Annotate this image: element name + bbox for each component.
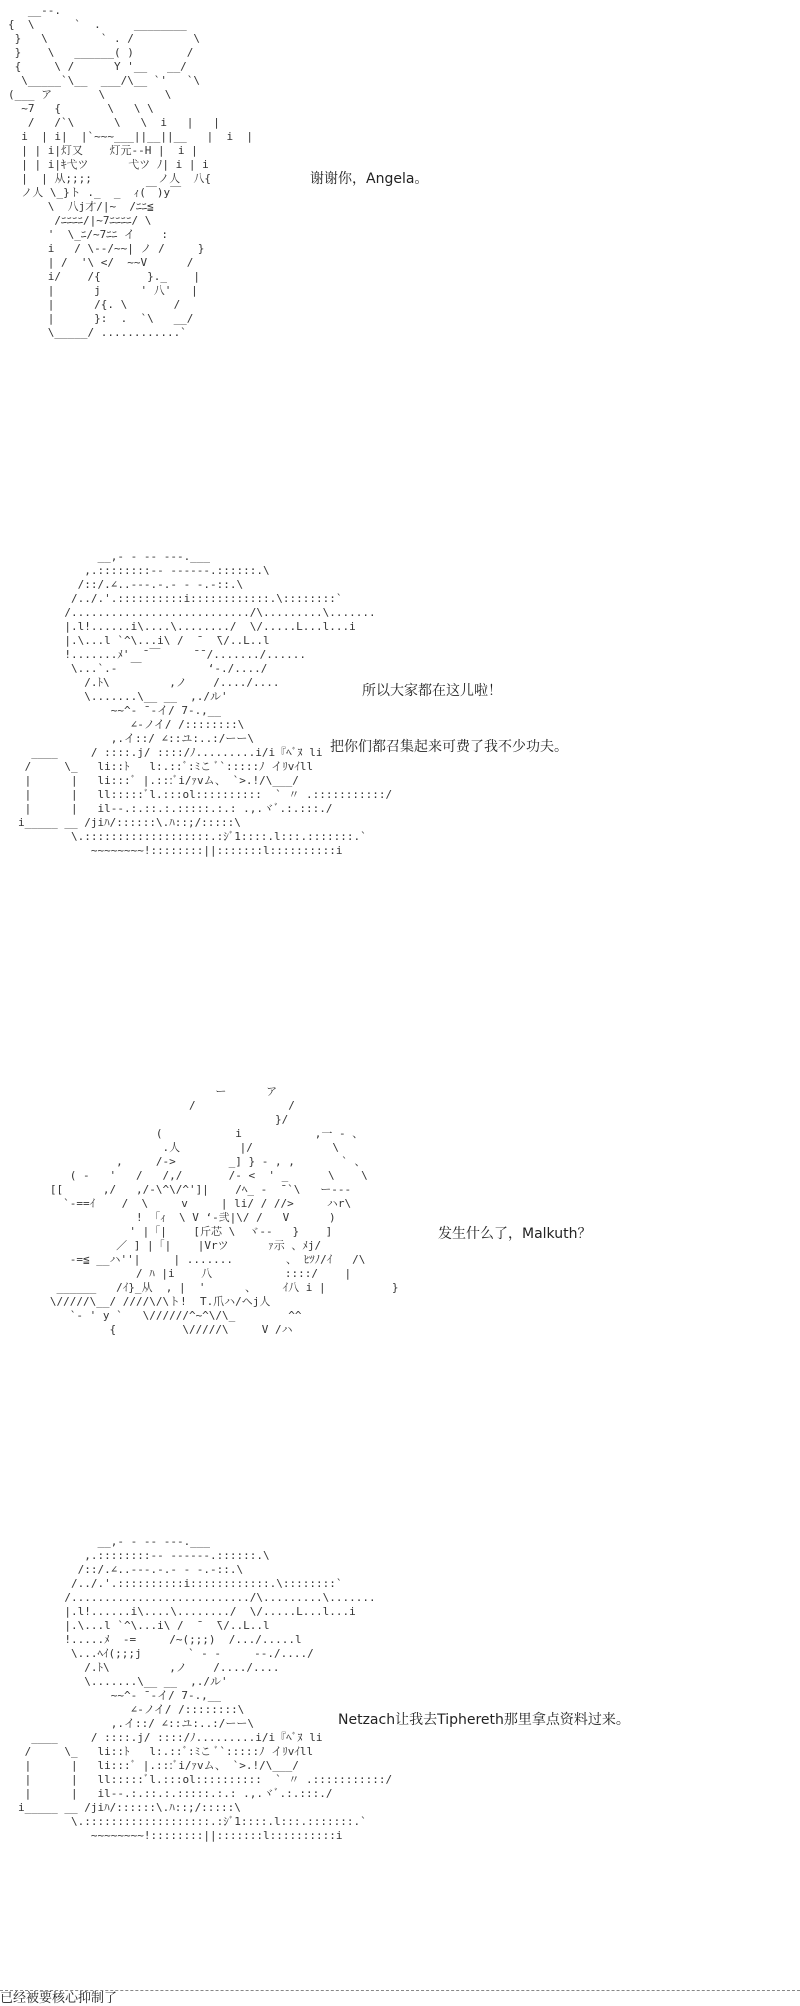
dialogue-line: 所以大家都在这儿啦！ <box>362 683 502 699</box>
ascii-art-character-bow: __--. { \ ` . ________ } \ ` . / \ } \ ______( ) / { \ / Y '__ __/ \_____`\__ ___/\__ `' `\ (___ ア \ \ ~7 { \ \ \ / /`\ \ \ i | | i | i| |`~~~___||__||__ | i | | | i|灯又 灯元--H | i | | | i|ｷ弋ツ 弋ツ ﾉ| i | i | | 从;;;; ノ人 八{ ノ人 \_}ト ._ _ ｨ(￣)y￣ \ 八j才/|~ /ﾆﾆ≦ /ﾆﾆﾆﾆ/|~7ﾆﾆﾆﾆ/ \ ' \_ﾆ/~7ﾆﾆ イ : i / \-‐/~~| ノ / } | / '\ </ ~~V / i/ /{ }._ | | j ' 八' | | /{. \ / | }: . `\ __/ \_____/ ............` <box>8 4 254 339</box>
dialogue-line: 谢谢你，Angela。 <box>310 171 429 187</box>
footer-text: 已经被要核心抑制了 <box>0 1991 118 2006</box>
dialogue-line: 发生什么了，Malkuth？ <box>438 1226 592 1242</box>
ascii-art-character-mug: __,- ‐ -- ‐-‐.___ ,.::::::::-‐ ‐---‐-.::::::.\ /::/.∠..--‐.‐.‐ ‐ ‐.-::.\ /../.'.::::::::::i::::::::::::.\::::::::` /.........................../\.........\....... |.l!......i\....\......../ \/.....L...l...i |.\...l `^\...i\ / ̄ ̄\/..L..l !.......ﾒ' ̄ ￣ ̄ ̄ /......./...... \...`.- ￣ ‘-./..../ /.ﾄ\ ,ノ /..../.... \.......\__ __ ,./ル' ~~^‐ ̄ ‐イ/ 7-.,__ ∠‐ノイ/ /::::::::\ ,.イ::/ ∠::ユ:..:/ーー\ ____ / ::::.j/ ::::/ﾉ.........i/i『ﾍﾞﾇ li / \_ li::ﾄ l:.::ﾞ:ﾐこ ﾞ`:::::ﾉ イﾘvｲll | | li:::ﾞ |.:::ﾞi/ｧvム、 `>.!/\___/ | | ll:::::ﾞl.:::ol:::::::::: ` 〃 .:::::::::::/ | | il--.:.::.:.:::::.:.: .,.ヾﾞ.:.:::./ i_____ __ /jiﾊ/::::::\.ﾊ::;/:::::\ \.:::::::::::::::::::.:ｼﾞ1::::.l:::.:::::::.` ~~~~~~~~!::::::::||:::::::l::::::::::i <box>18 550 393 857</box>
footer-divider <box>0 1990 800 1991</box>
panel-3 <box>0 1085 800 1435</box>
panel-2 <box>0 550 800 980</box>
ascii-art-character-action: ー ア / / }/ ( i ,一 ‐ 、 .人 |/ \ , /-> _] } ‐ , , ` 、 ( ‐ ' / /,/ /‐ < ' _ \ \ [[ ,/ ,/‐\^\/^']| /ﾍ_ ‐ ̄ `\ ー‐‐‐ `‐==ｲ / \ v | li/ / //> ハr\ ! 「ｨ \ V ‘‐弐|\/ / V ) ' |「| [斤芯 \ ヾ‐‐ } ] ／ ] |「| |Vrツ ｧ示 、ﾒj/ ‐=≦ __ハ''| | ....... 、 ﾋﾂﾉ/ｲ /\ / ﾊ |i 八 ::::/ | ______ /ｲ}_从 , | ' 、 ｲ八 i | } \/////\__/ ////\/\ト! T.爪ハ/ヘj人 `‐ ' y ` \//////^~^\/\_ ^^ { \/////\ V /ハ <box>49 1085 399 1336</box>
panel-4 <box>0 1535 800 1955</box>
ascii-art-character-mug: __,- ‐ -- ‐-‐.___ ,.::::::::-‐ ‐---‐-.::::::.\ /::/.∠..--‐.‐.‐ ‐ ‐.-::.\ /../.'.::::::::::i::::::::::::.\::::::::` /.........................../\.........\....... |.l!......i\....\......../ \/.....L...l...i |.\...l `^\...i\ / ̄ ̄\/..L..l !.....ﾒ ‐= /~(;;;) /.../.....l \...ﾍｲ(;;;j ` ‐ ‐ -‐./..../ /.ﾄ\ ,ノ /..../.... \.......\__ __ ,./ル' ~~^‐ ̄ ‐イ/ 7-.,__ ∠‐ノイ/ /::::::::\ ,.イ::/ ∠::ユ:..:/ーー\ ____ / ::::.j/ ::::/ﾉ.........i/i『ﾍﾞﾇ li / \_ li::ﾄ l:.::ﾞ:ﾐこ ﾞ`:::::ﾉ イﾘvｲll | | li:::ﾞ |.:::ﾞi/ｧvム、 `>.!/\___/ | | ll:::::ﾞl.:::ol:::::::::: ` 〃 .:::::::::::/ | | il--.:.::.:.:::::.:.: .,.ヾﾞ.:.:::./ i_____ __ /jiﾊ/::::::\.ﾊ::;/:::::\ \.:::::::::::::::::::.:ｼﾞ1::::.l:::.:::::::.` ~~~~~~~~!::::::::||:::::::l::::::::::i <box>18 1535 393 1842</box>
dialogue-line: 把你们都召集起来可费了我不少功夫。 <box>330 739 568 755</box>
dialogue-line: Netzach让我去Tiphereth那里拿点资料过来。 <box>338 1712 630 1728</box>
panel-1 <box>0 0 800 460</box>
